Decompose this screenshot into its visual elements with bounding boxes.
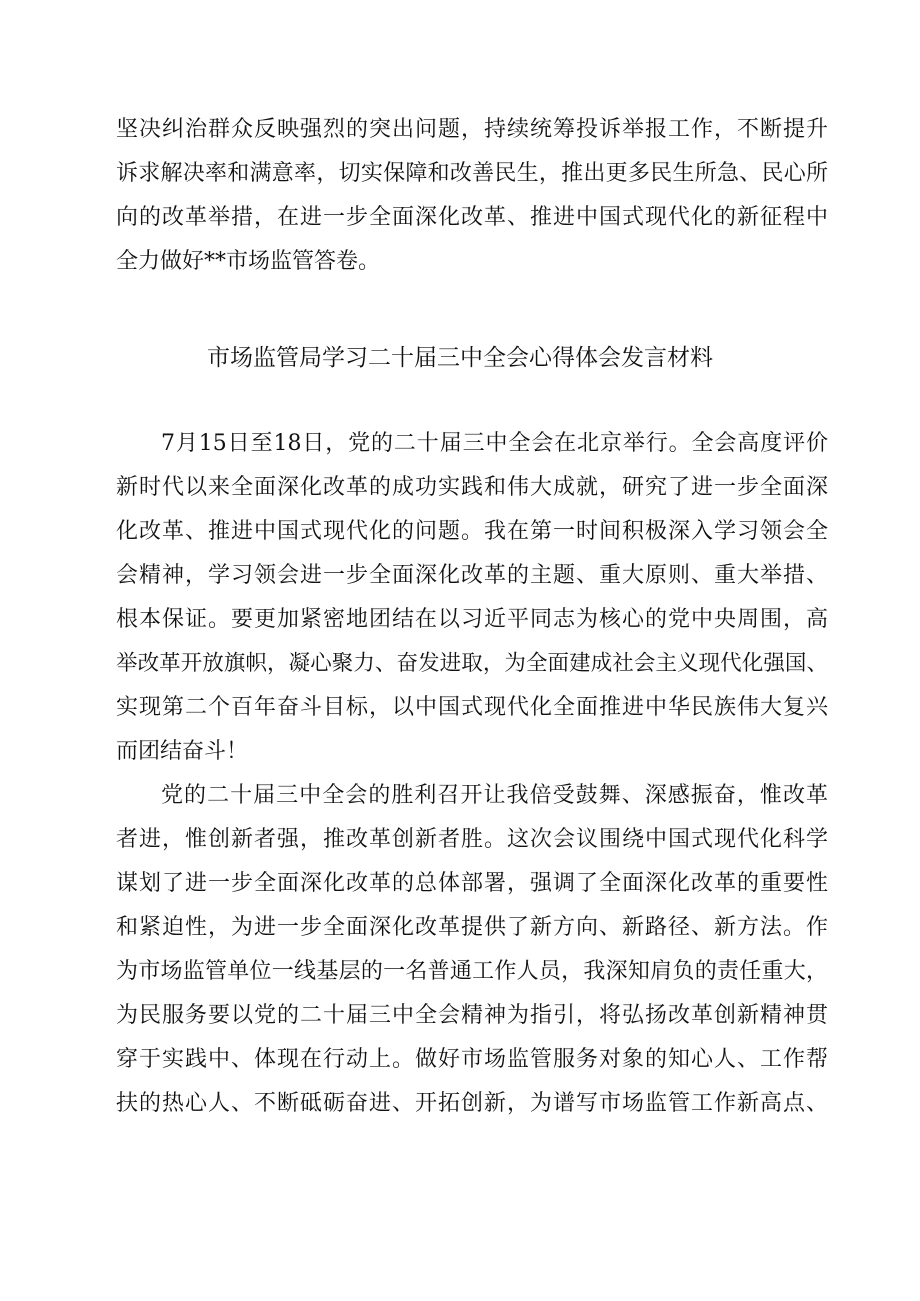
intro-line-2: 诉求解决率和满意率，切实保障和改善民生，推出更多民生所急、民心所 [116,161,828,186]
intro-line-1: 坚决纠治群众反映强烈的突出问题，持续统筹投诉举报工作，不断提升 [116,117,828,142]
document-title: 市场监管局学习二十届三中全会心得体会发言材料 [207,345,713,371]
paragraph2-line-5: 为市场监管单位一线基层的一名普通工作人员，我深知肩负的责任重大， [116,959,828,984]
paragraph1-line-5: 根本保证。要更加紧密地团结在以习近平同志为核心的党中央周围，高 [116,607,828,632]
paragraph2-line-8: 扶的热心人、不断砥砺奋进、开拓创新，为谱写市场监管工作新高点、 [116,1091,828,1116]
paragraph1-line-1: 7月15日至18日，党的二十届三中全会在北京举行。全会高度评价 [161,431,828,456]
paragraph2-line-2: 者进，惟创新者强，推改革创新者胜。这次会议围绕中国式现代化科学 [116,827,828,852]
paragraph2-line-7: 穿于实践中、体现在行动上。做好市场监管服务对象的知心人、工作帮 [116,1047,828,1072]
paragraph1-line-2: 新时代以来全面深化改革的成功实践和伟大成就，研究了进一步全面深 [116,475,828,500]
paragraph1-line-7: 实现第二个百年奋斗目标，以中国式现代化全面推进中华民族伟大复兴 [116,695,828,720]
paragraph2-line-1: 党的二十届三中全会的胜利召开让我倍受鼓舞、深感振奋，惟改革 [161,783,828,808]
intro-line-4: 全力做好**市场监管答卷。 [116,249,381,274]
paragraph1-line-4: 会精神，学习领会进一步全面深化改革的主题、重大原则、重大举措、 [116,563,828,588]
paragraph2-line-4: 和紧迫性，为进一步全面深化改革提供了新方向、新路径、新方法。作 [116,915,828,940]
paragraph1-line-6: 举改革开放旗帜，凝心聚力、奋发进取，为全面建成社会主义现代化强国、 [116,651,828,676]
intro-line-3: 向的改革举措，在进一步全面深化改革、推进中国式现代化的新征程中 [116,205,828,230]
paragraph2-line-6: 为民服务要以党的二十届三中全会精神为指引，将弘扬改革创新精神贯 [116,1003,828,1028]
paragraph1-line-8: 而团结奋斗！ [116,739,249,764]
paragraph1-line-3: 化改革、推进中国式现代化的问题。我在第一时间积极深入学习领会全 [116,519,828,544]
paragraph2-line-3: 谋划了进一步全面深化改革的总体部署，强调了全面深化改革的重要性 [116,871,828,896]
